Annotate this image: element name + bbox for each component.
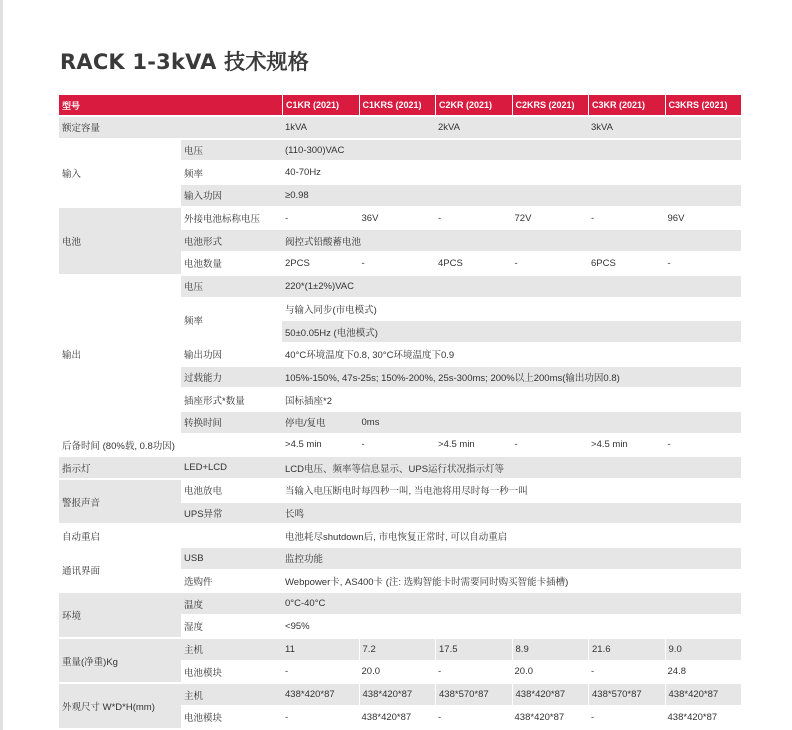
cell: - (588, 707, 665, 728)
cell: 20.0 (359, 662, 436, 683)
sub-label: 频率 (181, 162, 282, 183)
sub-label: 选购件 (181, 571, 282, 592)
cell: - (435, 707, 512, 728)
cell: 36V (359, 208, 436, 229)
cell: - (435, 662, 512, 683)
row-label: 警报声音 (59, 480, 181, 523)
cell: 438*420*87 (665, 707, 742, 728)
sub-label: 电池数量 (181, 253, 282, 274)
sub-label: 外接电池标称电压 (181, 208, 282, 229)
cell: - (512, 253, 589, 274)
row-label: 自动重启 (59, 525, 282, 546)
row-label: 电池 (59, 208, 181, 274)
cell: 11 (282, 639, 359, 660)
row-label: 输入 (59, 140, 181, 206)
sub-label: 停电/复电 (282, 412, 359, 433)
cell: - (282, 662, 359, 683)
cell: 8.9 (512, 639, 589, 660)
sub-label: LED+LCD (181, 457, 282, 478)
cell: 电池耗尽shutdown后, 市电恢复正常时, 可以自动重启 (282, 525, 741, 546)
row-label: 后备时间 (80%载, 0.8功因) (59, 435, 282, 456)
row-label: 外观尺寸 W*D*H(mm) (59, 684, 181, 727)
cell: >4.5 min (282, 435, 359, 456)
cell: 24.8 (665, 662, 742, 683)
header-c1kr: C1KR (2021) (282, 95, 359, 115)
cell: 当输入电压断电时每四秒一叫, 当电池将用尽时每一秒一叫 (282, 480, 741, 501)
table-header (59, 95, 741, 115)
sub-label: 湿度 (181, 616, 282, 637)
table-row (59, 548, 741, 569)
header-c2kr: C2KR (2021) (435, 95, 512, 115)
cell: 0°C-40°C (282, 593, 741, 614)
cell: ≥0.98 (282, 185, 741, 206)
cell: <95% (282, 616, 741, 637)
cell: 220*(1±2%)VAC (282, 276, 741, 297)
cell: 长鸣 (282, 503, 741, 524)
cell: 438*420*87 (665, 684, 742, 705)
sub-label: UPS异常 (181, 503, 282, 524)
table-row (59, 457, 741, 478)
cell: 6PCS (588, 253, 665, 274)
cell: 72V (512, 208, 589, 229)
header-model: 型号 (59, 95, 282, 115)
sub-label: 电池放电 (181, 480, 282, 501)
cell: 438*420*87 (359, 684, 436, 705)
cell: 438*420*87 (282, 684, 359, 705)
cell: 40°C环境温度下0.8, 30°C环境温度下0.9 (282, 344, 741, 365)
cell: LCD电压、频率等信息显示、UPS运行状况指示灯等 (282, 457, 741, 478)
sub-label: 输出功因 (181, 344, 282, 365)
sub-label: 输入功因 (181, 185, 282, 206)
table-row (59, 117, 741, 138)
cell: 105%-150%, 47s-25s; 150%-200%, 25s-300ms; 200%以上200ms(输出功因0.8) (282, 367, 741, 388)
cell: - (588, 662, 665, 683)
cell: - (359, 253, 436, 274)
row-label: 转换时间 (181, 412, 282, 433)
header-c1krs: C1KRS (2021) (359, 95, 436, 115)
cell: 1kVA (282, 117, 435, 138)
sub-label: 插座形式*数量 (181, 389, 282, 410)
cell: - (665, 435, 742, 456)
cell: - (359, 435, 436, 456)
row-label: 输出 (59, 276, 181, 433)
cell: - (665, 253, 742, 274)
header-c3krs: C3KRS (2021) (665, 95, 742, 115)
cell: - (512, 435, 589, 456)
header-c3kr: C3KR (2021) (588, 95, 665, 115)
cell: 7.2 (359, 639, 436, 660)
cell: 438*420*87 (512, 707, 589, 728)
cell: - (588, 208, 665, 229)
table-row (59, 208, 741, 229)
cell: 9.0 (665, 639, 742, 660)
table-row (59, 276, 741, 297)
row-label: 环境 (59, 593, 181, 636)
cell: 40-70Hz (282, 162, 741, 183)
cell: 3kVA (588, 117, 741, 138)
cell: 438*570*87 (588, 684, 665, 705)
cell: 0ms (359, 412, 742, 433)
table-row (59, 140, 741, 161)
cell: (110-300)VAC (282, 140, 741, 161)
page-edge (0, 0, 3, 730)
sub-label: USB (181, 548, 282, 569)
table-row (59, 593, 741, 614)
row-label: 重量(净重)Kg (59, 639, 181, 682)
row-label: 指示灯 (59, 457, 181, 478)
table-row (59, 639, 741, 660)
cell: 438*420*87 (512, 684, 589, 705)
table-row (59, 480, 741, 501)
row-label: 额定容量 (59, 117, 282, 138)
cell: >4.5 min (435, 435, 512, 456)
sub-label: 电池模块 (181, 707, 282, 728)
sub-label: 主机 (181, 684, 282, 705)
sub-label: 电压 (181, 276, 282, 297)
cell: 438*420*87 (359, 707, 436, 728)
sub-label: 电池模块 (181, 662, 282, 683)
cell: 国标插座*2 (282, 389, 741, 410)
cell: 4PCS (435, 253, 512, 274)
cell: 50±0.05Hz (电池模式) (282, 321, 741, 342)
cell: 17.5 (435, 639, 512, 660)
sub-label: 电池形式 (181, 230, 282, 251)
table-row (59, 435, 741, 456)
cell: >4.5 min (588, 435, 665, 456)
table-row (59, 684, 741, 705)
sub-label: 温度 (181, 593, 282, 614)
table-row (59, 525, 741, 546)
row-label: 通讯界面 (59, 548, 181, 591)
cell: 96V (665, 208, 742, 229)
cell: - (435, 208, 512, 229)
sub-label: 过载能力 (181, 367, 282, 388)
page-title: RACK 1-3kVA 技术规格 (60, 50, 309, 74)
cell: 与输入同步(市电模式) (282, 299, 741, 320)
sub-label: 主机 (181, 639, 282, 660)
cell: Webpower卡, AS400卡 (注: 选购智能卡时需要同时购买智能卡插槽) (282, 571, 741, 592)
sub-label: 电压 (181, 140, 282, 161)
cell: 2kVA (435, 117, 588, 138)
cell: 20.0 (512, 662, 589, 683)
spec-table (59, 93, 741, 730)
header-c2krs: C2KRS (2021) (512, 95, 589, 115)
cell: 阀控式铅酸蓄电池 (282, 230, 741, 251)
cell: - (282, 707, 359, 728)
cell: 21.6 (588, 639, 665, 660)
sub-label: 频率 (181, 299, 282, 342)
cell: 监控功能 (282, 548, 741, 569)
cell: - (282, 208, 359, 229)
cell: 2PCS (282, 253, 359, 274)
cell: 438*570*87 (435, 684, 512, 705)
